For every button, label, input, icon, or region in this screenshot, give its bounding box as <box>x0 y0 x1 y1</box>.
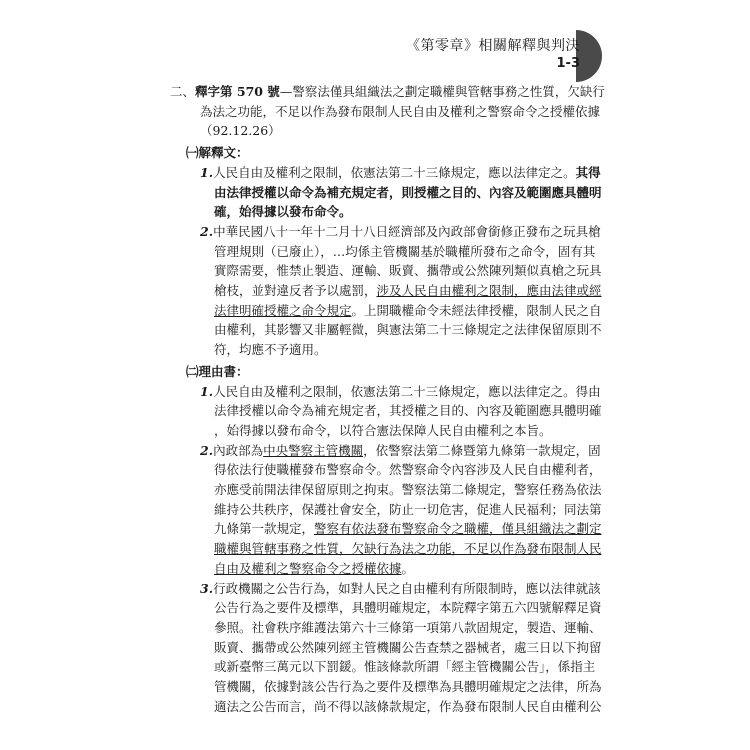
body-text: 適法之公告而言，尚不得以該條款規定，作為發布限制人民自由權利公 <box>214 698 602 714</box>
reasons-item-line <box>166 638 602 658</box>
interpretation-items <box>166 163 602 360</box>
reasons-item-line <box>166 579 601 599</box>
running-header <box>406 37 580 73</box>
reasons-item-line <box>166 539 602 559</box>
section-title-rest: —警察法僅具組織法之劃定職權與管轄事務之性質，欠缺行 <box>279 84 605 99</box>
body-text: 管理規則（已廢止），…均係主管機關基於職權所發布之命令，固有其 <box>214 243 596 259</box>
reasons-item-line <box>166 401 602 421</box>
page-body <box>166 82 605 717</box>
interpretation-item-number: 1. <box>200 164 214 180</box>
section-title-label: 釋字第 570 號 <box>195 84 280 99</box>
body-text: 人民自由及權利之限制，依憲法第二十三條規定，應以法律定之。得由 <box>213 383 601 399</box>
reasons-item-line <box>166 559 584 579</box>
interpretation-item-line <box>166 183 602 203</box>
reasons-item-line <box>166 500 602 520</box>
reasons-item-number: 1. <box>200 383 214 399</box>
reasons-item-line <box>166 460 602 480</box>
reasons-item-number: 2. <box>200 442 214 458</box>
body-text: 公告行為之要件及標準，具體明確規定，本院釋字第五六四號解釋足資 <box>214 600 602 616</box>
interpretation-item-number: 2. <box>200 223 214 239</box>
reasons-item-line <box>166 697 602 717</box>
body-text: 維持公共秩序，保護社會安全，防止一切危害，促進人民福利；同法第 <box>214 501 602 517</box>
section-title <box>166 82 605 102</box>
interpretation-item-line <box>166 202 584 222</box>
reasons-item-line <box>166 618 602 638</box>
body-text: 符，均應不予適用。 <box>214 342 327 358</box>
underlined-text: 自由及權利之警察命令之授權依據 <box>214 560 402 576</box>
reasons-item-line <box>166 519 602 539</box>
reasons-item-line <box>166 382 601 402</box>
interpretation-item-line <box>166 340 584 360</box>
interpretation-item-line <box>166 320 602 340</box>
body-text: 內政部為 <box>213 442 264 458</box>
page-number: 1-3 <box>556 56 580 71</box>
interpretation-item-line <box>166 261 602 281</box>
body-text: 參照。社會秩序維護法第六十三條第一項第八款固規定，製造、運輸、 <box>214 619 602 635</box>
body-text: 人民自由及權利之限制，依憲法第二十三條規定，應以法律定之。 <box>213 164 576 180</box>
section-marker: 二、 <box>170 84 196 99</box>
chapter-title: 《第零章》相關解釋與判決 <box>406 38 580 54</box>
underlined-text: 職權與管轄事務之性質，欠缺行為法之功能，不足以作為發布限制人民 <box>214 541 602 557</box>
section-title-line2: 為法之功能，不足以作為發布限制人民自由及權利之警察命令之授權依據 <box>200 103 601 119</box>
reasons-item-line <box>166 677 602 697</box>
section-date: （92.12.26） <box>200 123 281 139</box>
bold-text: 由法律授權以命令為補充規定者，則授權之目的、內容及範圍應具體明 <box>214 184 602 200</box>
underlined-text: 警察有依法發布警察命令之職權，僅具組織法之劃定 <box>314 521 602 537</box>
underlined-text: 法律明確授權之命令規定 <box>214 302 352 318</box>
reasons-item-line <box>166 441 601 461</box>
reasons-item-line <box>166 598 602 618</box>
reasons-items <box>166 382 602 717</box>
body-text: 中華民國八十一年十二月十八日經濟部及內政部會銜修正發布之玩具槍 <box>213 223 601 239</box>
body-text: ，依警察法第二條暨第九條第一款規定，固 <box>363 442 601 458</box>
interpretation-item-line <box>166 242 596 262</box>
underlined-text: 涉及人民自由權利之限制，應由法律或經 <box>376 283 602 299</box>
interpretation-item-line <box>166 281 602 301</box>
interpretation-item-line <box>166 163 601 183</box>
bold-text: 確，始得據以發布命令。 <box>214 204 352 220</box>
body-text: 。上開職權命令未經法律授權，限制人民之自 <box>351 302 602 318</box>
body-text: ，始得據以發布命令，以符合憲法保障人民自由權利之本旨。 <box>214 422 552 438</box>
interpretation-item-line <box>166 222 601 242</box>
body-text: 九條第一款規定， <box>214 521 315 537</box>
body-text: 行政機關之公告行為，如對人民之自由權利有所限制時，應以法律就該 <box>213 580 601 596</box>
body-text: 管機關，依據對該公告行為之要件及標準為具體明確規定之法律，所為 <box>214 679 602 695</box>
interpretation-item-line <box>166 301 602 321</box>
body-text: 得依法行使職權發布警察命令。然警察命令內容涉及人民自由權利者， <box>214 462 602 478</box>
body-text: 。 <box>401 560 415 576</box>
bold-text: 其得 <box>575 164 601 180</box>
underlined-text: 中央警察主管機關 <box>263 442 364 458</box>
interpretation-heading: ㈠解釋文： <box>186 145 249 161</box>
body-text: 販賣、攜帶或公然陳列經主管機關公告查禁之器械者，處三日以下拘留 <box>214 639 602 655</box>
reasons-item-number: 3. <box>200 580 214 596</box>
reasons-item-line <box>166 480 602 500</box>
reasons-heading: ㈡理由書： <box>186 363 249 379</box>
reasons-item-line <box>166 657 596 677</box>
body-text: 實際需要，惟禁止製造、運輸、販賣、攜帶或公然陳列類似真槍之玩具 <box>214 263 602 279</box>
body-text: 亦應受前開法律保留原則之拘束。警察法第二條規定，警察任務為依法 <box>214 482 602 498</box>
body-text: 由權利，其影響又非屬輕微，與憲法第二十三條規定之法律保留原則不 <box>214 322 602 338</box>
reasons-item-line <box>166 421 584 441</box>
body-text: 槍枝，並對違反者予以處罰， <box>214 283 377 299</box>
body-text: 法律授權以命令為補充規定者，其授權之目的、內容及範圍應具體明確 <box>214 403 602 419</box>
body-text: 或新臺幣三萬元以下罰鍰。惟該條款所謂「經主管機關公告」，係指主 <box>214 659 596 675</box>
